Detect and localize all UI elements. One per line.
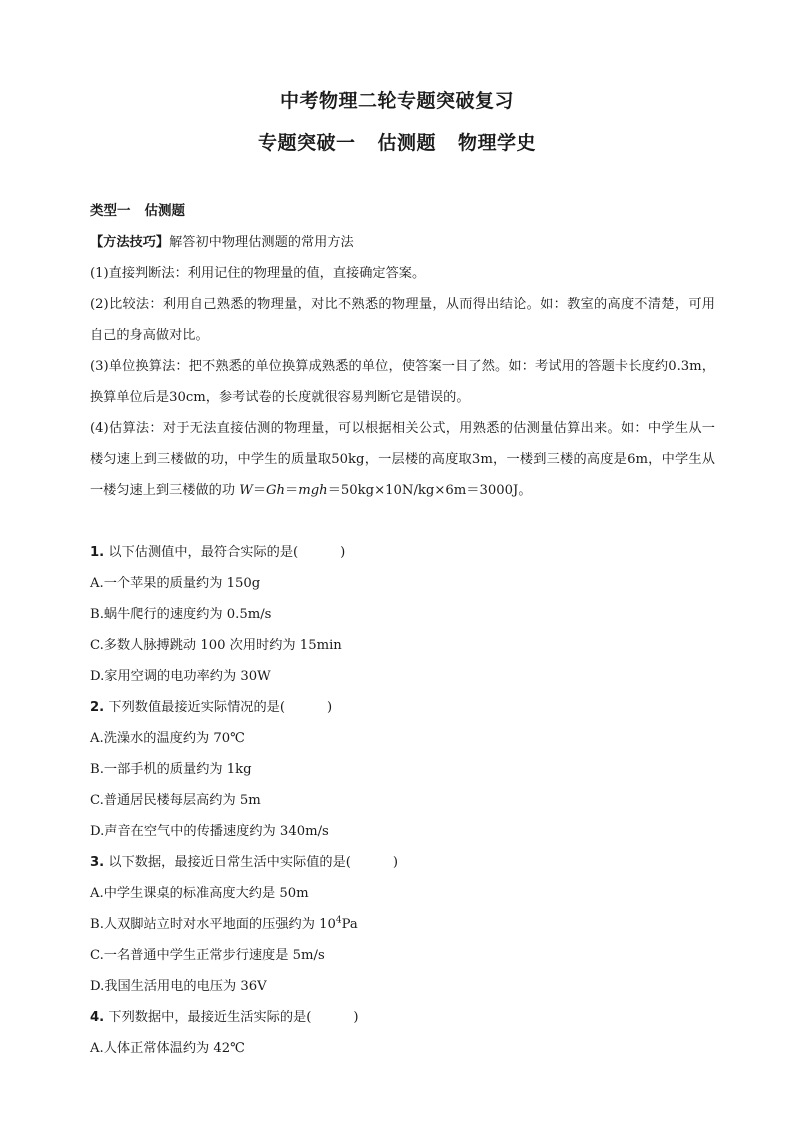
question-option: A.洗澡水的温度约为 70℃ xyxy=(90,731,245,746)
question-option: A.人体正常体温约为 42℃ xyxy=(90,1041,245,1056)
method-intro: 【方法技巧】解答初中物理估测题的常用方法 xyxy=(90,235,354,250)
method-item: (3)单位换算法：把不熟悉的单位换算成熟悉的单位，使答案一目了然。如：考试用的答题卡长度约0.3m，换算单位后是30cm，参考试卷的长度就很容易判断它是错误的。 xyxy=(90,359,715,405)
question-option: D.声音在空气中的传播速度约为 340m/s xyxy=(90,824,329,839)
question-option: A.一个苹果的质量约为 150g xyxy=(90,576,261,591)
document-title: 中考物理二轮专题突破复习 xyxy=(279,90,514,112)
question-stem: 2. 下列数值最接近实际情况的是( ) xyxy=(90,700,333,715)
question-option: B.一部手机的质量约为 1kg xyxy=(90,762,252,777)
section-heading: 类型一 估测题 xyxy=(90,203,185,219)
document-body xyxy=(90,196,715,1064)
method-label: 【方法技巧】 xyxy=(90,235,170,250)
question-option: D.家用空调的电功率约为 30W xyxy=(90,669,271,684)
question-stem: 4. 下列数据中，最接近生活实际的是( ) xyxy=(90,1010,359,1025)
question-option: B.蜗牛爬行的速度约为 0.5m/s xyxy=(90,607,272,622)
method-item: (2)比较法：利用自己熟悉的物理量，对比不熟悉的物理量，从而得出结论。如：教室的高度不清楚，可用自己的身高做对比。 xyxy=(90,297,715,343)
question-option: A.中学生课桌的标准高度大约是 50m xyxy=(90,886,309,901)
question-option: B.人双脚站立时对水平地面的压强约为 $10^4Pa$ xyxy=(90,915,358,932)
subtitle-section: 估测题 xyxy=(377,132,436,154)
subtitle-topic: 专题突破一 xyxy=(257,132,356,154)
question-option: D.我国生活用电的电压为 36V xyxy=(90,979,267,994)
question-option: C.普通居民楼每层高约为 5m xyxy=(90,793,261,808)
document-subtitle xyxy=(0,128,794,155)
question-option: C.一名普通中学生正常步行速度是 5m/s xyxy=(90,948,325,963)
question-stem: 1. 以下估测值中，最符合实际的是( ) xyxy=(90,545,346,560)
method-item: (4)估算法：对于无法直接估测的物理量，可以根据相关公式，用熟悉的估测量估算出来。如：中学生从一楼匀速上到三楼做的功，中学生的质量取50kg，一层楼的高度取3m，一楼到三楼的高度是6m，中学生从一楼匀速上到三楼做的功 W＝Gh＝mgh＝50kg×10N/kg×6m＝3000J。 xyxy=(90,421,715,498)
method-item: (1)直接判断法：利用记住的物理量的值，直接确定答案。 xyxy=(90,266,426,281)
question-stem: 3. 以下数据，最接近日常生活中实际值的是( ) xyxy=(90,855,399,870)
subtitle-section-2: 物理学史 xyxy=(458,132,537,154)
question-option: C.多数人脉搏跳动 100 次用时约为 15min xyxy=(90,638,342,653)
